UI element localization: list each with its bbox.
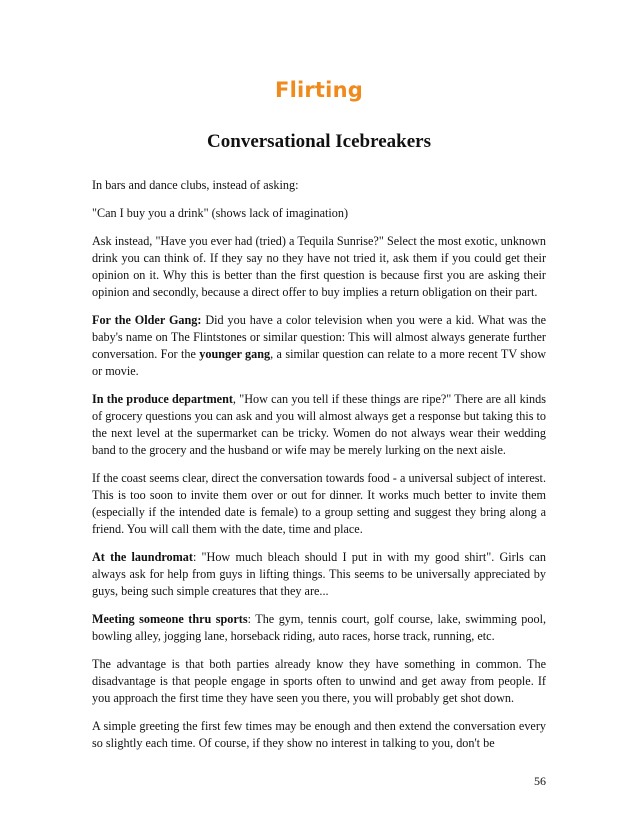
paragraph-text: , "How can you tell if these things are ripe?" There are all kinds of grocery questions you can ask and you will almost always get a response but taking this to the next level at the supermarket can be tricky. Women do not always wear their wedding band to the grocery and the husband or wife may be merely lurking on the next aisle.: [92, 392, 546, 457]
paragraph-emphasis: younger gang: [199, 347, 271, 361]
paragraph: [92, 391, 546, 459]
paragraph: If the coast seems clear, direct the conversation towards food - a universal subject of interest. This is too soon to invite them over or out for dinner. It works much better to invite them (especially if the intended date is female) to a group setting and suggest they bring along a friend. You will call them with the date, time and place.: [92, 471, 546, 536]
paragraph: The advantage is that both parties already know they have something in common. The disadvantage is that people engage in sports often to unwind and get away from people. If you approach the first time they have seen you there, you will probably get shot down.: [92, 657, 546, 705]
chapter-title: Flirting: [275, 78, 363, 102]
paragraph-text: : The gym, tennis court, golf course, lake, swimming pool, bowling alley, jogging lane, horseback riding, auto races, horse track, running, etc.: [92, 612, 546, 643]
body-text: [92, 177, 546, 763]
paragraph: Ask instead, "Have you ever had (tried) a Tequila Sunrise?" Select the most exotic, unknown drink you can think of. If they say no they have not tried it, ask them if you could get their opinion on it. Why this is better than the first question is because first you are asking their opinion and secondly, because a direct offer to buy implies a return obligation on their part.: [92, 234, 546, 299]
paragraph: [92, 611, 546, 645]
paragraph-lead: In the produce department: [92, 392, 233, 406]
paragraph-text: Did you have a color television when you were a kid. What was the baby's name on The Flintstones or similar question: This will almost always generate further conversation. For the: [92, 313, 546, 361]
page-number: 56: [534, 774, 546, 788]
paragraph: "Can I buy you a drink" (shows lack of imagination): [92, 206, 349, 220]
paragraph: In bars and dance clubs, instead of asking:: [92, 178, 299, 192]
paragraph-lead: Meeting someone thru sports: [92, 612, 248, 626]
paragraph: [92, 312, 546, 380]
paragraph-lead: For the Older Gang:: [92, 313, 202, 327]
section-heading: Conversational Icebreakers: [207, 131, 431, 152]
paragraph-text: : "How much bleach should I put in with my good shirt". Girls can always ask for help from guys in lifting things. This seems to be universally appreciated by guys, being such simple creatures that they are...: [92, 550, 546, 598]
paragraph: [92, 549, 546, 600]
paragraph-text: , a similar question can relate to a more recent TV show or movie.: [92, 347, 547, 378]
paragraph: A simple greeting the first few times may be enough and then extend the conversation every so slightly each time. Of course, if they show no interest in talking to you, don't be: [92, 719, 546, 750]
paragraph-lead: At the laundromat: [92, 550, 193, 564]
